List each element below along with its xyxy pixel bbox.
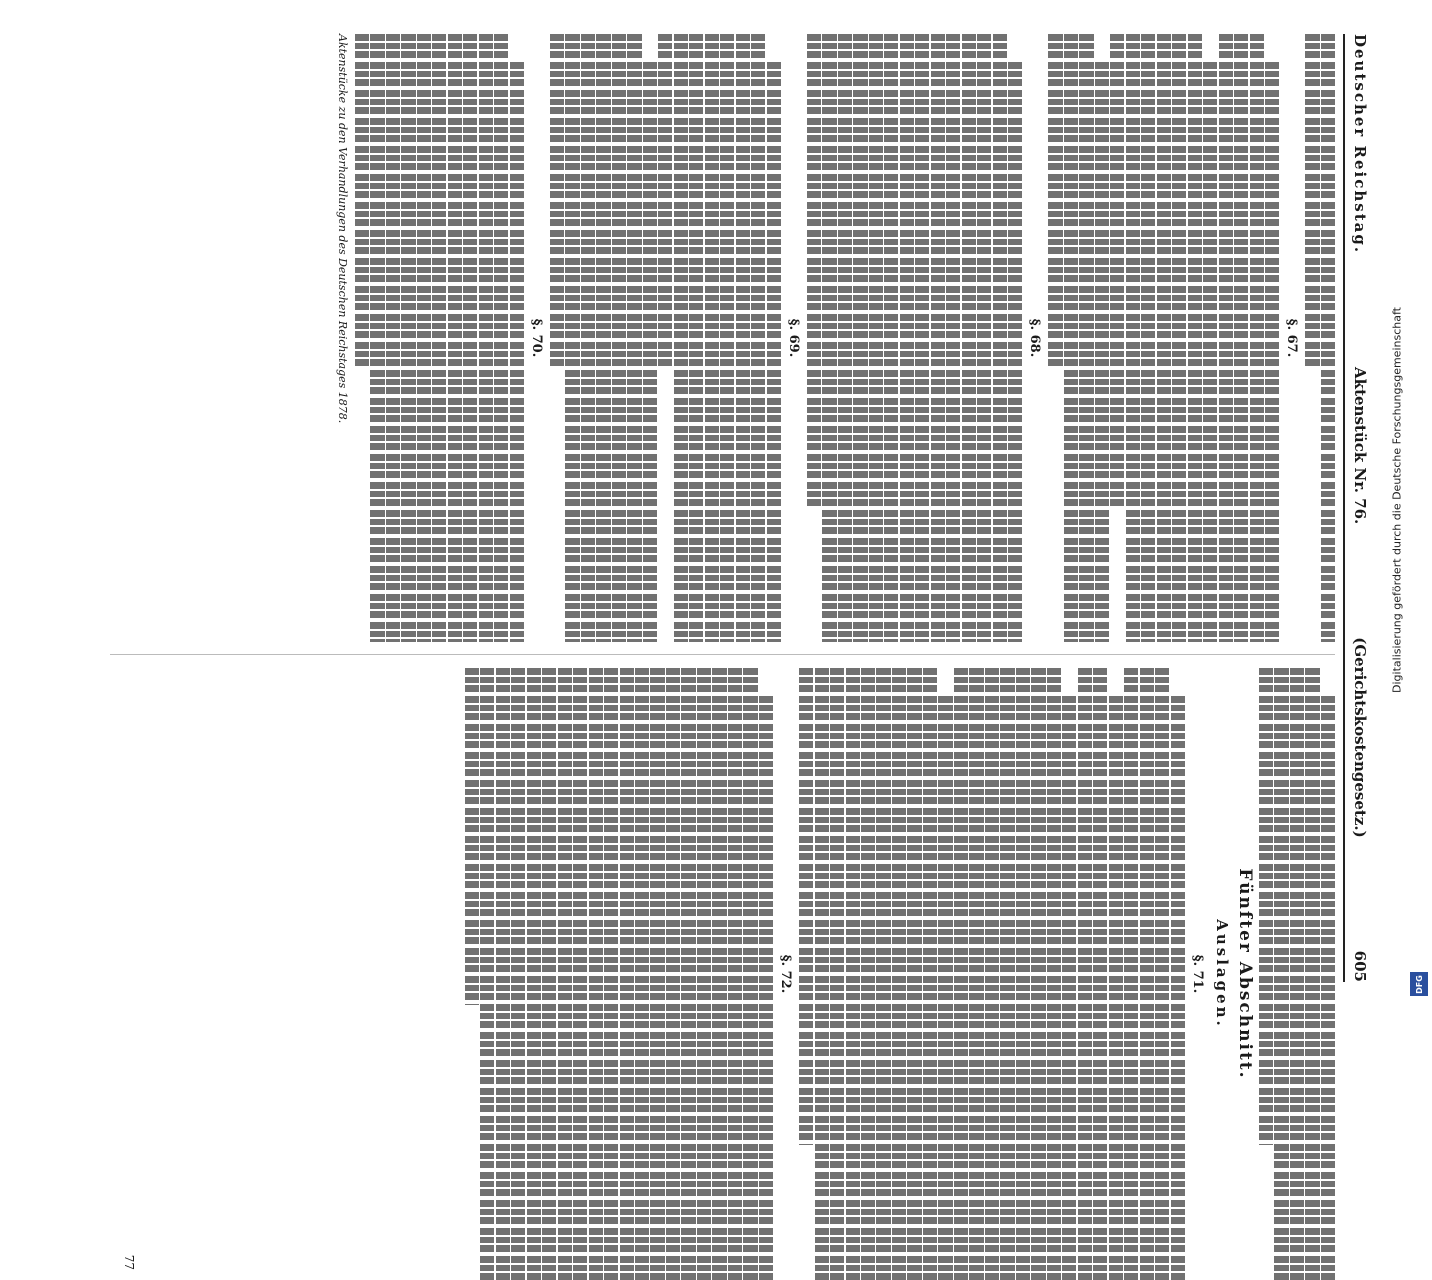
text-line xyxy=(573,668,587,1280)
text-line xyxy=(993,34,1007,642)
text-line xyxy=(1259,668,1273,1145)
text-line xyxy=(838,34,852,642)
text-line xyxy=(931,34,945,642)
text-line xyxy=(743,668,757,1280)
header-right: (Gerichtskostengesetz.) xyxy=(1351,637,1369,838)
text-line xyxy=(915,34,929,642)
text-line xyxy=(1172,34,1186,642)
text-line xyxy=(876,668,890,1280)
dfg-logo-text: DFG xyxy=(1414,974,1424,994)
text-line xyxy=(596,34,610,642)
text-line xyxy=(767,62,781,642)
text-line xyxy=(736,34,750,642)
text-line xyxy=(1265,62,1279,642)
text-line xyxy=(759,696,773,1280)
text-line xyxy=(846,668,860,1280)
section-72: §. 72. xyxy=(778,954,794,994)
text-line xyxy=(1048,34,1062,368)
text-line xyxy=(1321,696,1335,1280)
text-line xyxy=(712,668,726,1280)
footnote: Aktenstücke zu den Verhandlungen des Deutschen Reichstages 1878. xyxy=(335,34,349,424)
text-line xyxy=(465,668,479,1005)
text-line xyxy=(370,34,384,642)
section-67: §. 67. xyxy=(1284,318,1300,358)
text-line xyxy=(853,34,867,642)
text-line xyxy=(861,668,875,1280)
text-line xyxy=(448,34,462,642)
text-line xyxy=(463,34,477,642)
text-line xyxy=(542,668,556,1280)
text-line xyxy=(1126,34,1140,642)
text-line xyxy=(799,668,813,1145)
text-line xyxy=(689,34,703,642)
text-line xyxy=(946,34,960,642)
page-number: 605 xyxy=(1351,950,1369,982)
text-line xyxy=(1274,668,1288,1280)
text-line xyxy=(1031,668,1045,1280)
text-line xyxy=(869,34,883,642)
text-line xyxy=(1016,668,1030,1280)
text-line xyxy=(923,668,937,1280)
text-line xyxy=(977,34,991,642)
digitization-note-text: Digitalisierung gefördert durch die Deutsche Forschungsgemeinschaft xyxy=(1390,307,1404,693)
text-line xyxy=(962,34,976,642)
text-line xyxy=(1290,668,1304,1280)
text-line xyxy=(907,668,921,1280)
text-line xyxy=(822,34,836,642)
text-line xyxy=(494,34,508,642)
text-line xyxy=(1141,34,1155,642)
text-line xyxy=(401,34,415,642)
section-68: §. 68. xyxy=(1027,318,1043,358)
text-line xyxy=(705,34,719,642)
left-column xyxy=(110,34,1335,642)
digitization-note xyxy=(1386,0,1408,1000)
text-line xyxy=(985,668,999,1280)
text-line xyxy=(1093,668,1107,1280)
right-column xyxy=(110,668,1335,1280)
text-line xyxy=(938,696,952,1280)
text-line xyxy=(1079,34,1093,642)
text-line xyxy=(635,668,649,1280)
text-line xyxy=(1062,696,1076,1280)
text-line xyxy=(954,668,968,1280)
section-71: §. 71. xyxy=(1189,954,1205,994)
section-subheading: Auslagen. xyxy=(1212,919,1231,1029)
text-line xyxy=(589,668,603,1280)
text-line xyxy=(510,62,524,642)
text-line xyxy=(830,668,844,1280)
text-line xyxy=(1109,696,1123,1280)
text-line xyxy=(1140,668,1154,1280)
text-line xyxy=(1305,668,1319,1280)
text-line xyxy=(511,668,525,1280)
text-line xyxy=(1110,34,1124,508)
text-line xyxy=(627,34,641,642)
text-line xyxy=(1188,34,1202,642)
header-center: Aktenstück Nr. 76. xyxy=(1351,367,1369,525)
text-line xyxy=(807,34,821,508)
text-line xyxy=(900,34,914,642)
text-line xyxy=(1095,62,1109,642)
text-line xyxy=(892,668,906,1280)
text-line xyxy=(1250,34,1264,642)
text-line xyxy=(658,34,672,368)
text-line xyxy=(1155,668,1169,1280)
dfg-logo xyxy=(1410,972,1428,996)
text-line xyxy=(1203,62,1217,642)
header-left: Deutscher Reichstag. xyxy=(1351,34,1369,255)
text-line xyxy=(1078,668,1092,1280)
running-header xyxy=(1343,34,1375,982)
text-line xyxy=(550,34,564,368)
text-line xyxy=(815,668,829,1280)
document-page xyxy=(100,20,1375,1270)
text-line xyxy=(496,668,510,1280)
text-line xyxy=(558,668,572,1280)
text-line xyxy=(1234,34,1248,642)
text-line xyxy=(604,668,618,1280)
text-line xyxy=(417,34,431,642)
text-line xyxy=(697,668,711,1280)
section-69: §. 69. xyxy=(785,318,801,358)
text-line xyxy=(1321,34,1335,642)
text-line xyxy=(565,34,579,642)
text-line xyxy=(1305,34,1319,368)
section-heading: Fünfter Abschnitt. xyxy=(1234,868,1255,1080)
signature-mark: 77 xyxy=(122,1254,136,1270)
text-line xyxy=(1157,34,1171,642)
text-line xyxy=(432,34,446,642)
text-line xyxy=(620,668,634,1280)
text-line xyxy=(1124,668,1138,1280)
text-line xyxy=(527,668,541,1280)
text-line xyxy=(884,34,898,642)
text-line xyxy=(479,34,493,642)
column-divider xyxy=(110,654,1335,655)
text-line xyxy=(480,668,494,1280)
text-line xyxy=(674,34,688,642)
text-line xyxy=(681,668,695,1280)
text-line xyxy=(1047,668,1061,1280)
text-line xyxy=(666,668,680,1280)
text-line xyxy=(969,668,983,1280)
text-line xyxy=(751,34,765,642)
text-line xyxy=(1000,668,1014,1280)
text-line xyxy=(581,34,595,642)
text-line xyxy=(1171,696,1185,1280)
text-line xyxy=(650,668,664,1280)
section-70: §. 70. xyxy=(528,318,544,358)
text-line xyxy=(720,34,734,642)
text-line xyxy=(728,668,742,1280)
text-line xyxy=(386,34,400,642)
text-line xyxy=(643,62,657,642)
text-line xyxy=(612,34,626,642)
text-line xyxy=(1219,34,1233,642)
text-line xyxy=(1064,34,1078,642)
text-line xyxy=(1008,62,1022,642)
text-line xyxy=(355,34,369,368)
